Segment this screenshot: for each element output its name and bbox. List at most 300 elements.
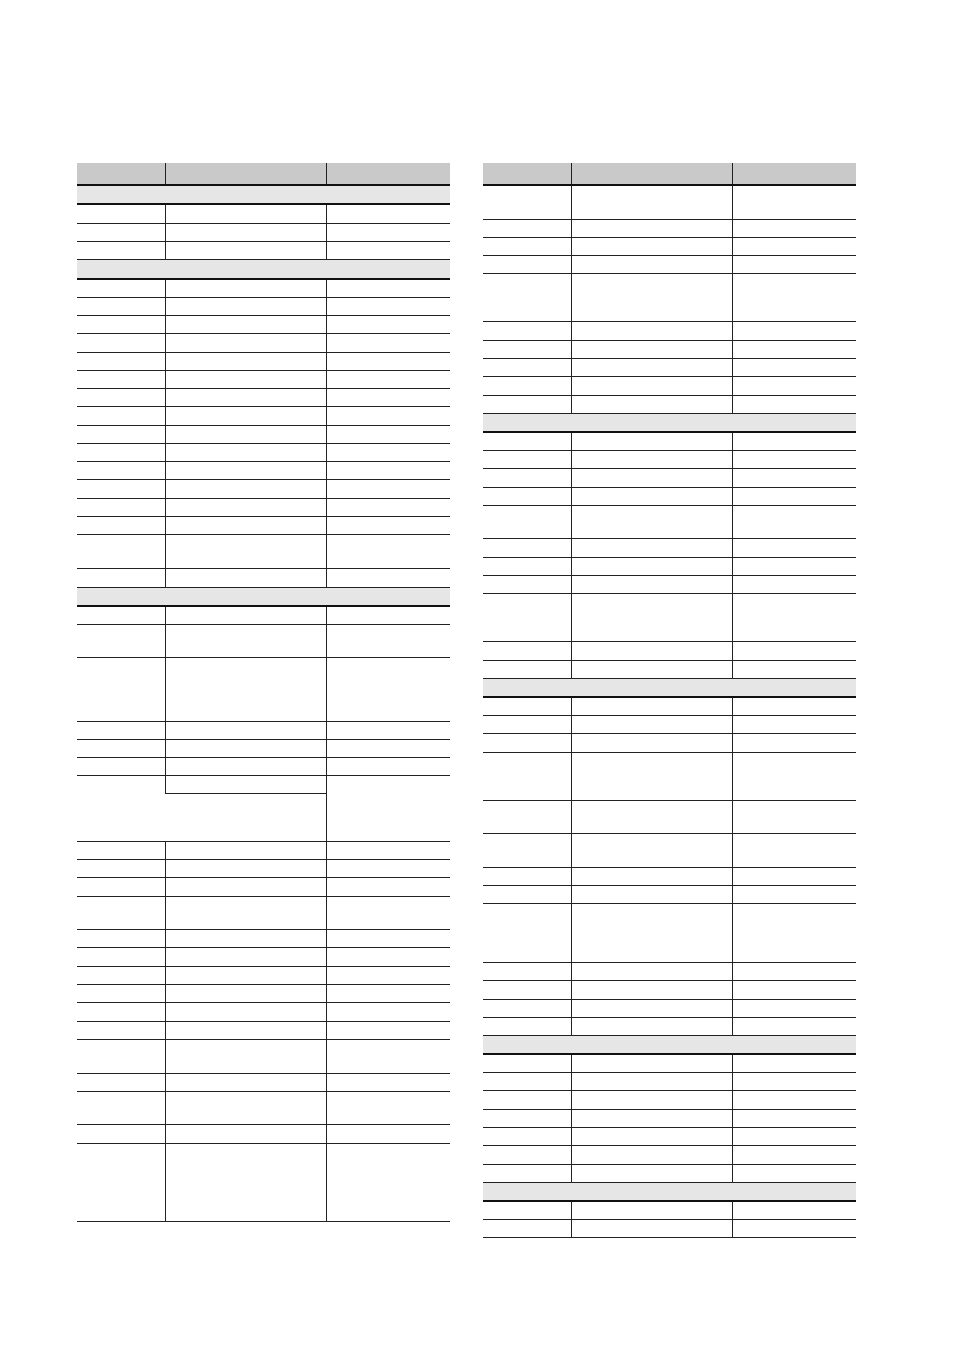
- table-cell: [77, 1073, 165, 1091]
- table-cell: [571, 715, 732, 733]
- table-row: [483, 660, 856, 678]
- table-cell: [165, 1143, 326, 1221]
- table-cell: [165, 966, 326, 984]
- table-cell: [483, 219, 571, 237]
- table-cell: [326, 204, 450, 223]
- table-cell: [483, 340, 571, 358]
- table-cell: [732, 641, 856, 660]
- table-cell: [483, 660, 571, 678]
- table-cell: [165, 657, 326, 721]
- table-cell: [326, 461, 450, 479]
- table-cell: [571, 1145, 732, 1164]
- table-row: [483, 1219, 856, 1237]
- table-cell: [326, 388, 450, 406]
- table-row: [77, 479, 450, 498]
- table-cell: [571, 358, 732, 376]
- table-cell: [732, 999, 856, 1017]
- table-cell: [732, 962, 856, 980]
- table-cell: [77, 370, 165, 388]
- table-row: [77, 1073, 450, 1091]
- table-cell: [732, 980, 856, 999]
- section-title: [483, 1035, 856, 1054]
- table-row: [77, 757, 450, 775]
- table-row: [77, 498, 450, 516]
- table-cell: [571, 450, 732, 468]
- table-cell: [165, 461, 326, 479]
- table-cell: [483, 885, 571, 903]
- table-row: [483, 833, 856, 867]
- table-cell: [77, 204, 165, 223]
- table-row: [77, 859, 450, 877]
- table-cell: [326, 443, 450, 461]
- table-row: [483, 432, 856, 450]
- table-cell: [483, 697, 571, 715]
- table-cell: [732, 237, 856, 255]
- table-cell: [732, 487, 856, 505]
- table-cell: [571, 340, 732, 358]
- table-cell: [77, 624, 165, 657]
- table-cell: [483, 450, 571, 468]
- table-cell: [165, 1002, 326, 1021]
- table-row: [77, 333, 450, 352]
- table-row: [77, 841, 450, 859]
- table-cell: [483, 962, 571, 980]
- table-row: [77, 984, 450, 1002]
- table-cell: [732, 752, 856, 800]
- table-cell: [165, 479, 326, 498]
- table-header-row: [483, 163, 856, 185]
- table-cell: [571, 255, 732, 273]
- table-header-row: [77, 163, 450, 185]
- table-row: [483, 185, 856, 219]
- table-cell: [483, 715, 571, 733]
- table-cell: [326, 877, 450, 896]
- table-cell: [732, 1164, 856, 1182]
- table-row: [483, 1164, 856, 1182]
- table-cell: [77, 223, 165, 241]
- table-row: [483, 903, 856, 962]
- table-cell: [483, 1219, 571, 1237]
- table-cell: [732, 358, 856, 376]
- table-cell: [483, 575, 571, 593]
- table-cell: [77, 479, 165, 498]
- section-title: [483, 413, 856, 432]
- table-cell: [326, 279, 450, 297]
- table-cell: [165, 896, 326, 929]
- table-row: [483, 219, 856, 237]
- table-row: [77, 966, 450, 984]
- table-cell: [165, 721, 326, 739]
- table-cell: [483, 800, 571, 833]
- table-row: [483, 575, 856, 593]
- table-row: [77, 315, 450, 333]
- table-cell: [165, 624, 326, 657]
- table-cell: [165, 333, 326, 352]
- table-cell: [483, 903, 571, 962]
- table-cell: [165, 352, 326, 370]
- table-row: [483, 733, 856, 752]
- section-header-row: [483, 1035, 856, 1054]
- table-cell: [165, 370, 326, 388]
- table-cell: [571, 376, 732, 395]
- table-cell: [326, 516, 450, 534]
- table-row: [483, 1090, 856, 1109]
- table-cell: [571, 487, 732, 505]
- table-cell: [326, 479, 450, 498]
- table-cell: [732, 395, 856, 413]
- table-cell: [732, 376, 856, 395]
- table-cell: [165, 425, 326, 443]
- table-row: [77, 947, 450, 966]
- table-cell: [732, 219, 856, 237]
- table-cell: [77, 757, 165, 775]
- table-cell: [165, 204, 326, 223]
- table-row: [483, 867, 856, 885]
- table-cell: [77, 461, 165, 479]
- table-cell: [165, 929, 326, 947]
- table-cell: [732, 867, 856, 885]
- table-cell: [165, 1073, 326, 1091]
- table-cell: [165, 1091, 326, 1124]
- table-row: [77, 279, 450, 297]
- table-cell: [77, 984, 165, 1002]
- table-row: [77, 929, 450, 947]
- table-row: [77, 1143, 450, 1221]
- table-cell: [571, 1090, 732, 1109]
- table-row: [483, 800, 856, 833]
- table-cell: [483, 432, 571, 450]
- table-row: [77, 877, 450, 896]
- table-row: [77, 624, 450, 657]
- table-cell: [483, 1127, 571, 1145]
- table-row: [483, 593, 856, 641]
- table-cell: [483, 538, 571, 557]
- table-cell: [483, 557, 571, 575]
- table-cell: [732, 505, 856, 538]
- table-row: [77, 204, 450, 223]
- table-row: [483, 752, 856, 800]
- header-cell: [77, 163, 165, 185]
- table-cell: [326, 315, 450, 333]
- table-cell: [571, 903, 732, 962]
- table-cell: [326, 498, 450, 516]
- table-cell: [77, 606, 165, 624]
- table-body: [77, 185, 450, 1221]
- table-cell: [483, 395, 571, 413]
- table-cell: [483, 593, 571, 641]
- table-row: [77, 534, 450, 568]
- table-cell: [165, 606, 326, 624]
- table-cell: [732, 575, 856, 593]
- section-title: [77, 587, 450, 606]
- table-cell: [483, 867, 571, 885]
- table-cell: [732, 885, 856, 903]
- table-cell: [77, 388, 165, 406]
- table-cell: [483, 1072, 571, 1090]
- table-cell: [77, 241, 165, 259]
- table-row: [483, 1109, 856, 1127]
- table-cell: [732, 1109, 856, 1127]
- table-cell: [571, 1219, 732, 1237]
- table-row: [77, 1124, 450, 1143]
- table-cell: [571, 395, 732, 413]
- table-row: [483, 321, 856, 340]
- table-cell: [326, 624, 450, 657]
- spec-table-right: [483, 163, 856, 1238]
- table-cell: [732, 538, 856, 557]
- table-cell: [326, 966, 450, 984]
- table-cell: [326, 947, 450, 966]
- table-cell: [77, 739, 165, 757]
- table-cell: [165, 947, 326, 966]
- table-row: [77, 223, 450, 241]
- table-cell: [165, 984, 326, 1002]
- table-cell: [165, 279, 326, 297]
- table-cell: [483, 185, 571, 219]
- table-row: [77, 297, 450, 315]
- table-row: [77, 352, 450, 370]
- table-row: [483, 468, 856, 487]
- table-cell: [165, 757, 326, 775]
- table-cell: [571, 321, 732, 340]
- table-cell: [483, 255, 571, 273]
- table-cell: [483, 752, 571, 800]
- table-cell: [326, 1039, 450, 1073]
- table-cell: [326, 929, 450, 947]
- section-title: [483, 678, 856, 697]
- table-cell: [483, 1054, 571, 1072]
- table-row: [483, 505, 856, 538]
- table-cell: [326, 1124, 450, 1143]
- section-header-row: [483, 678, 856, 697]
- table-cell: [326, 534, 450, 568]
- table-cell: [77, 498, 165, 516]
- table-cell: [571, 1072, 732, 1090]
- table-row: [483, 1145, 856, 1164]
- table-cell: [732, 468, 856, 487]
- table-row: [483, 273, 856, 321]
- table-cell: [326, 370, 450, 388]
- table-cell: [571, 219, 732, 237]
- table-cell: [483, 1145, 571, 1164]
- table-cell: [77, 841, 165, 859]
- table-cell: [326, 425, 450, 443]
- header-cell: [732, 163, 856, 185]
- table-cell: [326, 1091, 450, 1124]
- table-cell: [165, 297, 326, 315]
- table-cell: [77, 315, 165, 333]
- header-cell: [483, 163, 571, 185]
- table-cell: [326, 1021, 450, 1039]
- table-cell: [571, 273, 732, 321]
- table-cell: [571, 833, 732, 867]
- table-cell: [732, 733, 856, 752]
- table-cell: [165, 406, 326, 425]
- table-cell: [571, 999, 732, 1017]
- table-row: [77, 425, 450, 443]
- table-cell: [732, 715, 856, 733]
- table-row: [77, 1002, 450, 1021]
- table-cell: [77, 1021, 165, 1039]
- table-cell: [326, 241, 450, 259]
- table-cell: [571, 468, 732, 487]
- table-row: [483, 641, 856, 660]
- spec-table-left: [77, 163, 450, 1222]
- table-cell: [732, 1054, 856, 1072]
- table-cell: [571, 697, 732, 715]
- table-row: [77, 370, 450, 388]
- table-row: [483, 557, 856, 575]
- table-cell: [483, 505, 571, 538]
- table-cell: [326, 896, 450, 929]
- table-cell: [732, 833, 856, 867]
- table-cell: [571, 1109, 732, 1127]
- section-header-row: [483, 1182, 856, 1201]
- table-cell: [732, 1219, 856, 1237]
- table-cell: [571, 432, 732, 450]
- table-cell: [165, 388, 326, 406]
- table-row: [483, 1054, 856, 1072]
- table-cell: [732, 557, 856, 575]
- table-row: [483, 487, 856, 505]
- section-title: [483, 1182, 856, 1201]
- table-cell: [732, 1090, 856, 1109]
- table-cell: [77, 279, 165, 297]
- table-row: [483, 358, 856, 376]
- table-cell: [571, 800, 732, 833]
- table-cell: [483, 468, 571, 487]
- table-cell: [483, 487, 571, 505]
- table-cell: [483, 641, 571, 660]
- section-header-row: [77, 587, 450, 606]
- table-cell: [571, 1017, 732, 1035]
- table-cell: [326, 739, 450, 757]
- table-cell: [326, 223, 450, 241]
- table-cell: [165, 516, 326, 534]
- table-cell: [77, 425, 165, 443]
- table-row: [483, 962, 856, 980]
- table-row: [77, 896, 450, 929]
- table-row: [77, 516, 450, 534]
- table-cell: [77, 859, 165, 877]
- table-cell: [326, 841, 450, 859]
- table-cell: [571, 1201, 732, 1219]
- table-cell: [77, 877, 165, 896]
- table-cell: [77, 534, 165, 568]
- table-cell: [326, 657, 450, 721]
- table-row: [77, 775, 450, 793]
- table-row: [483, 980, 856, 999]
- table-row: [77, 1039, 450, 1073]
- table-cell: [77, 333, 165, 352]
- table-row: [77, 1091, 450, 1124]
- table-cell: [571, 237, 732, 255]
- table-cell: [326, 406, 450, 425]
- table-cell: [77, 947, 165, 966]
- table-row: [77, 406, 450, 425]
- table-cell: [571, 557, 732, 575]
- table-cell: [165, 877, 326, 896]
- table-cell: [77, 1091, 165, 1124]
- table-cell: [571, 733, 732, 752]
- table-row: [77, 461, 450, 479]
- table-cell: [732, 185, 856, 219]
- table-cell: [571, 1054, 732, 1072]
- section-header-row: [77, 185, 450, 204]
- table-cell: [77, 406, 165, 425]
- table-cell: [483, 980, 571, 999]
- table-cell: [571, 538, 732, 557]
- table-row: [483, 255, 856, 273]
- table-row: [483, 395, 856, 413]
- table-row: [483, 376, 856, 395]
- table-cell: [165, 241, 326, 259]
- table-cell: [483, 321, 571, 340]
- table-cell: [77, 657, 165, 721]
- table-row: [483, 1017, 856, 1035]
- table-cell: [165, 1039, 326, 1073]
- table-cell: [326, 1143, 450, 1221]
- table-cell: [571, 962, 732, 980]
- table-cell: [571, 1164, 732, 1182]
- table-cell: [571, 885, 732, 903]
- table-cell: [326, 1073, 450, 1091]
- table-cell: [571, 752, 732, 800]
- table-row: [77, 241, 450, 259]
- table-cell: [165, 568, 326, 587]
- table-cell: [483, 1164, 571, 1182]
- table-cell: [77, 568, 165, 587]
- table-cell: [732, 450, 856, 468]
- table-cell: [571, 1127, 732, 1145]
- table-cell: [571, 185, 732, 219]
- table-cell: [77, 352, 165, 370]
- table-cell: [571, 660, 732, 678]
- table-row: [77, 657, 450, 721]
- table-cell: [483, 376, 571, 395]
- section-title: [77, 185, 450, 204]
- table-cell: [326, 333, 450, 352]
- table-row: [483, 1072, 856, 1090]
- table-row: [483, 715, 856, 733]
- table-cell: [571, 867, 732, 885]
- table-row: [483, 885, 856, 903]
- table-cell: [732, 593, 856, 641]
- table-cell: [483, 1090, 571, 1109]
- table-cell: [326, 721, 450, 739]
- table-cell: [732, 321, 856, 340]
- table-row: [483, 999, 856, 1017]
- table-cell: [732, 1017, 856, 1035]
- table-cell: [732, 1201, 856, 1219]
- table-cell: [483, 1201, 571, 1219]
- table-cell: [483, 358, 571, 376]
- header-cell: [165, 163, 326, 185]
- table-cell: [483, 833, 571, 867]
- table-cell: [732, 1072, 856, 1090]
- table-cell: [77, 1039, 165, 1073]
- table-cell: [77, 775, 165, 841]
- table-cell: [326, 984, 450, 1002]
- table-cell: [732, 697, 856, 715]
- table-cell: [326, 1002, 450, 1021]
- table-cell: [165, 498, 326, 516]
- table-cell: [77, 896, 165, 929]
- table-cell: [165, 739, 326, 757]
- table-body: [483, 185, 856, 1237]
- table-row: [483, 697, 856, 715]
- table-row: [77, 721, 450, 739]
